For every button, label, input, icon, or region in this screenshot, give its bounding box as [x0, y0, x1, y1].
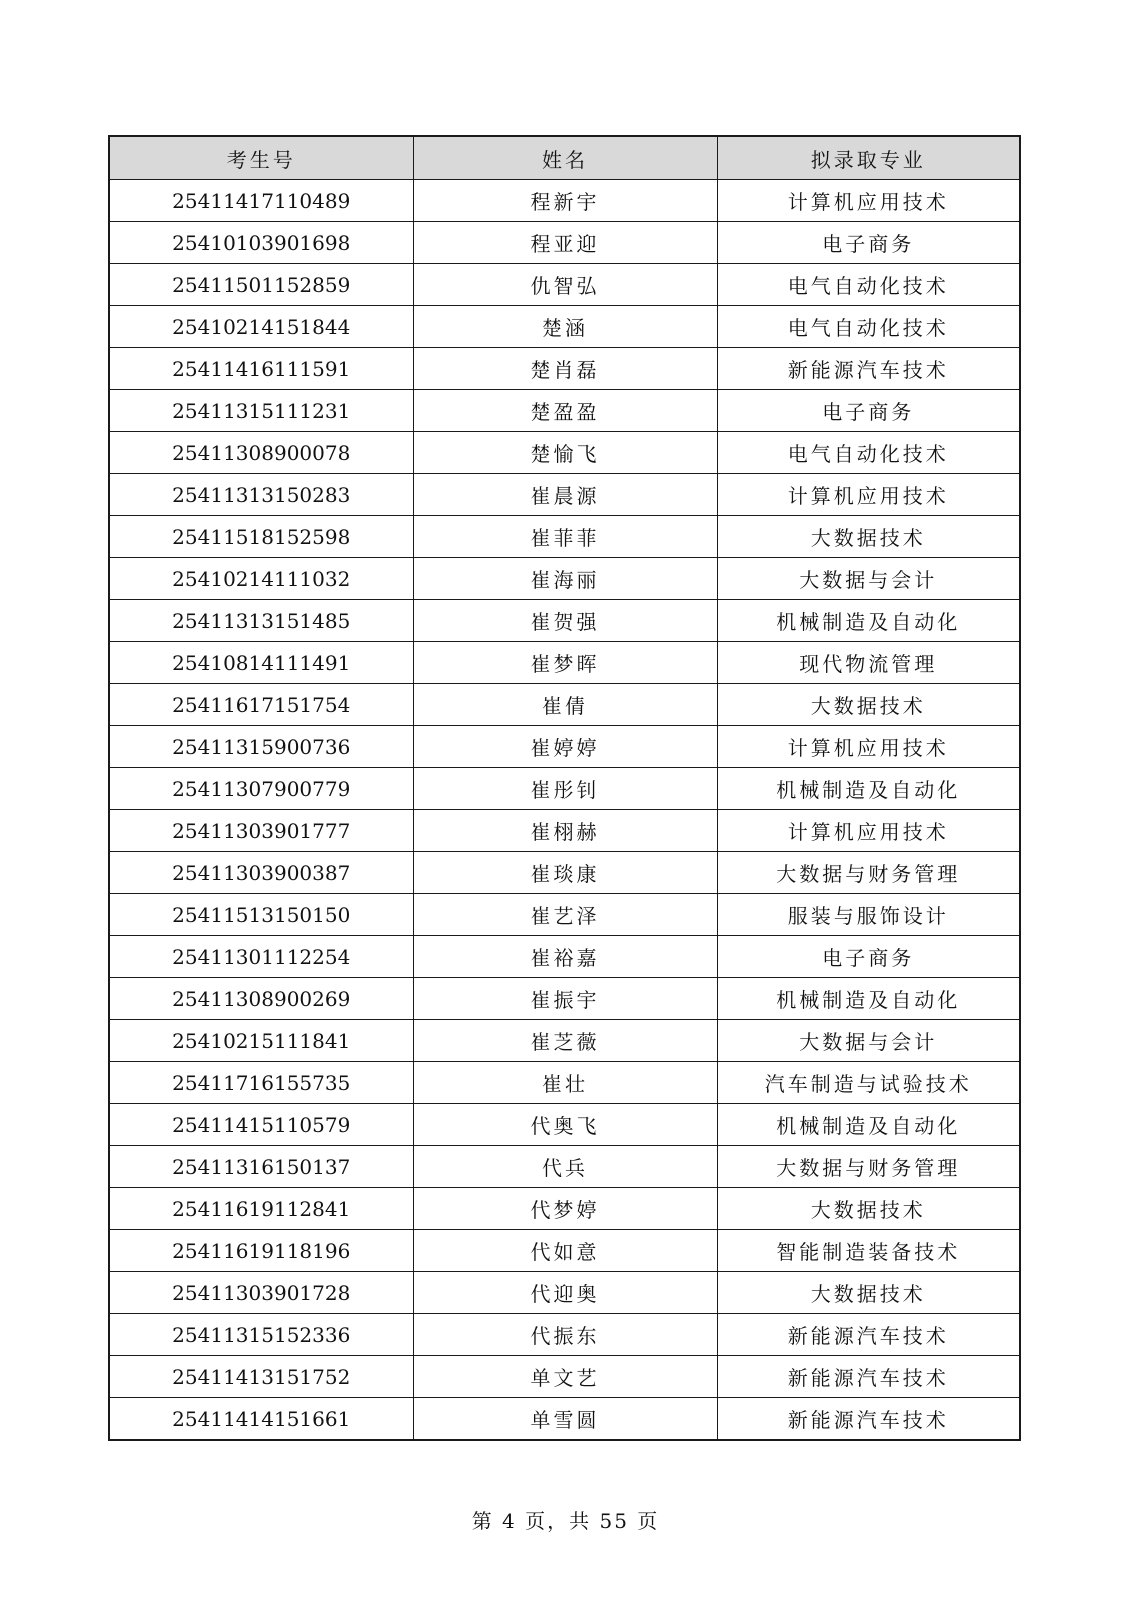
major-cell: 计算机应用技术 — [717, 474, 1020, 516]
student-name-cell: 崔栩赫 — [413, 810, 717, 852]
exam-number-cell: 25410214111032 — [109, 558, 413, 600]
major-cell: 大数据与财务管理 — [717, 1146, 1020, 1188]
table-row — [109, 306, 1020, 348]
table-row — [109, 768, 1020, 810]
exam-number-cell: 25410103901698 — [109, 222, 413, 264]
major-cell: 智能制造装备技术 — [717, 1230, 1020, 1272]
major-cell: 电气自动化技术 — [717, 432, 1020, 474]
major-cell: 电气自动化技术 — [717, 306, 1020, 348]
major-cell: 新能源汽车技术 — [717, 1356, 1020, 1398]
student-name-cell: 崔婷婷 — [413, 726, 717, 768]
major-cell: 大数据与会计 — [717, 558, 1020, 600]
page-number: 第 4 页，共 55 页 — [471, 1509, 660, 1533]
exam-number-cell: 25411308900269 — [109, 978, 413, 1020]
major-cell: 电子商务 — [717, 222, 1020, 264]
major-cell: 新能源汽车技术 — [717, 348, 1020, 390]
student-name-cell: 仇智弘 — [413, 264, 717, 306]
student-name-cell: 崔晨源 — [413, 474, 717, 516]
major-cell: 大数据技术 — [717, 684, 1020, 726]
table-row — [109, 1314, 1020, 1356]
admission-table — [108, 135, 1021, 1441]
table-row — [109, 726, 1020, 768]
major-cell: 计算机应用技术 — [717, 726, 1020, 768]
major-cell: 服装与服饰设计 — [717, 894, 1020, 936]
major-cell: 电子商务 — [717, 936, 1020, 978]
table-row — [109, 1356, 1020, 1398]
student-name-cell: 崔倩 — [413, 684, 717, 726]
exam-number-cell: 25411716155735 — [109, 1062, 413, 1104]
table-row — [109, 264, 1020, 306]
table-row — [109, 684, 1020, 726]
exam-number-cell: 25411617151754 — [109, 684, 413, 726]
exam-number-cell: 25411619118196 — [109, 1230, 413, 1272]
table-row — [109, 516, 1020, 558]
exam-number-cell: 25411501152859 — [109, 264, 413, 306]
exam-number-cell: 25411417110489 — [109, 180, 413, 222]
exam-number-cell: 25411416111591 — [109, 348, 413, 390]
exam-number-cell: 25410215111841 — [109, 1020, 413, 1062]
exam-number-cell: 25411301112254 — [109, 936, 413, 978]
student-name-cell: 程亚迎 — [413, 222, 717, 264]
table-row — [109, 432, 1020, 474]
column-header-major: 拟录取专业 — [717, 136, 1020, 180]
exam-number-cell: 25411303901777 — [109, 810, 413, 852]
exam-number-cell: 25411415110579 — [109, 1104, 413, 1146]
table-row — [109, 894, 1020, 936]
student-name-cell: 单文艺 — [413, 1356, 717, 1398]
table-row — [109, 390, 1020, 432]
admission-list — [108, 135, 1019, 1441]
table-row — [109, 1398, 1020, 1441]
major-cell: 大数据技术 — [717, 516, 1020, 558]
column-header-name: 姓名 — [413, 136, 717, 180]
major-cell: 大数据技术 — [717, 1188, 1020, 1230]
page-footer — [0, 1505, 1131, 1534]
student-name-cell: 楚愉飞 — [413, 432, 717, 474]
student-name-cell: 崔壮 — [413, 1062, 717, 1104]
exam-number-cell: 25411518152598 — [109, 516, 413, 558]
student-name-cell: 代兵 — [413, 1146, 717, 1188]
student-name-cell: 崔琰康 — [413, 852, 717, 894]
table-body — [109, 180, 1020, 1441]
student-name-cell: 崔海丽 — [413, 558, 717, 600]
student-name-cell: 代梦婷 — [413, 1188, 717, 1230]
exam-number-cell: 25411315152336 — [109, 1314, 413, 1356]
student-name-cell: 崔彤钊 — [413, 768, 717, 810]
table-row — [109, 1230, 1020, 1272]
exam-number-cell: 25411303900387 — [109, 852, 413, 894]
major-cell: 计算机应用技术 — [717, 180, 1020, 222]
student-name-cell: 崔振宇 — [413, 978, 717, 1020]
table-row — [109, 936, 1020, 978]
table-row — [109, 474, 1020, 516]
table-row — [109, 558, 1020, 600]
exam-number-cell: 25411313151485 — [109, 600, 413, 642]
exam-number-cell: 25410214151844 — [109, 306, 413, 348]
student-name-cell: 崔裕嘉 — [413, 936, 717, 978]
exam-number-cell: 25411316150137 — [109, 1146, 413, 1188]
student-name-cell: 崔梦晖 — [413, 642, 717, 684]
student-name-cell: 崔芝薇 — [413, 1020, 717, 1062]
major-cell: 大数据技术 — [717, 1272, 1020, 1314]
student-name-cell: 楚盈盈 — [413, 390, 717, 432]
major-cell: 新能源汽车技术 — [717, 1314, 1020, 1356]
exam-number-cell: 25411307900779 — [109, 768, 413, 810]
student-name-cell: 单雪圆 — [413, 1398, 717, 1441]
major-cell: 汽车制造与试验技术 — [717, 1062, 1020, 1104]
table-row — [109, 180, 1020, 222]
exam-number-cell: 25410814111491 — [109, 642, 413, 684]
table-row — [109, 222, 1020, 264]
column-header-exam-number: 考生号 — [109, 136, 413, 180]
major-cell: 新能源汽车技术 — [717, 1398, 1020, 1441]
student-name-cell: 楚涵 — [413, 306, 717, 348]
exam-number-cell: 25411315111231 — [109, 390, 413, 432]
major-cell: 现代物流管理 — [717, 642, 1020, 684]
table-row — [109, 348, 1020, 390]
major-cell: 计算机应用技术 — [717, 810, 1020, 852]
exam-number-cell: 25411308900078 — [109, 432, 413, 474]
major-cell: 大数据与会计 — [717, 1020, 1020, 1062]
table-row — [109, 1272, 1020, 1314]
student-name-cell: 代奥飞 — [413, 1104, 717, 1146]
table-row — [109, 1020, 1020, 1062]
exam-number-cell: 25411303901728 — [109, 1272, 413, 1314]
exam-number-cell: 25411313150283 — [109, 474, 413, 516]
table-row — [109, 1104, 1020, 1146]
major-cell: 机械制造及自动化 — [717, 1104, 1020, 1146]
exam-number-cell: 25411513150150 — [109, 894, 413, 936]
table-row — [109, 1062, 1020, 1104]
student-name-cell: 程新宇 — [413, 180, 717, 222]
exam-number-cell: 25411414151661 — [109, 1398, 413, 1441]
table-row — [109, 600, 1020, 642]
student-name-cell: 崔菲菲 — [413, 516, 717, 558]
table-row — [109, 978, 1020, 1020]
student-name-cell: 楚肖磊 — [413, 348, 717, 390]
table-header — [109, 136, 1020, 180]
major-cell: 大数据与财务管理 — [717, 852, 1020, 894]
header-row — [109, 136, 1020, 180]
major-cell: 电气自动化技术 — [717, 264, 1020, 306]
student-name-cell: 代如意 — [413, 1230, 717, 1272]
student-name-cell: 崔艺泽 — [413, 894, 717, 936]
major-cell: 机械制造及自动化 — [717, 768, 1020, 810]
exam-number-cell: 25411315900736 — [109, 726, 413, 768]
major-cell: 电子商务 — [717, 390, 1020, 432]
student-name-cell: 崔贺强 — [413, 600, 717, 642]
student-name-cell: 代迎奥 — [413, 1272, 717, 1314]
table-row — [109, 1146, 1020, 1188]
major-cell: 机械制造及自动化 — [717, 600, 1020, 642]
table-row — [109, 1188, 1020, 1230]
major-cell: 机械制造及自动化 — [717, 978, 1020, 1020]
exam-number-cell: 25411413151752 — [109, 1356, 413, 1398]
student-name-cell: 代振东 — [413, 1314, 717, 1356]
table-row — [109, 852, 1020, 894]
table-row — [109, 810, 1020, 852]
table-row — [109, 642, 1020, 684]
exam-number-cell: 25411619112841 — [109, 1188, 413, 1230]
